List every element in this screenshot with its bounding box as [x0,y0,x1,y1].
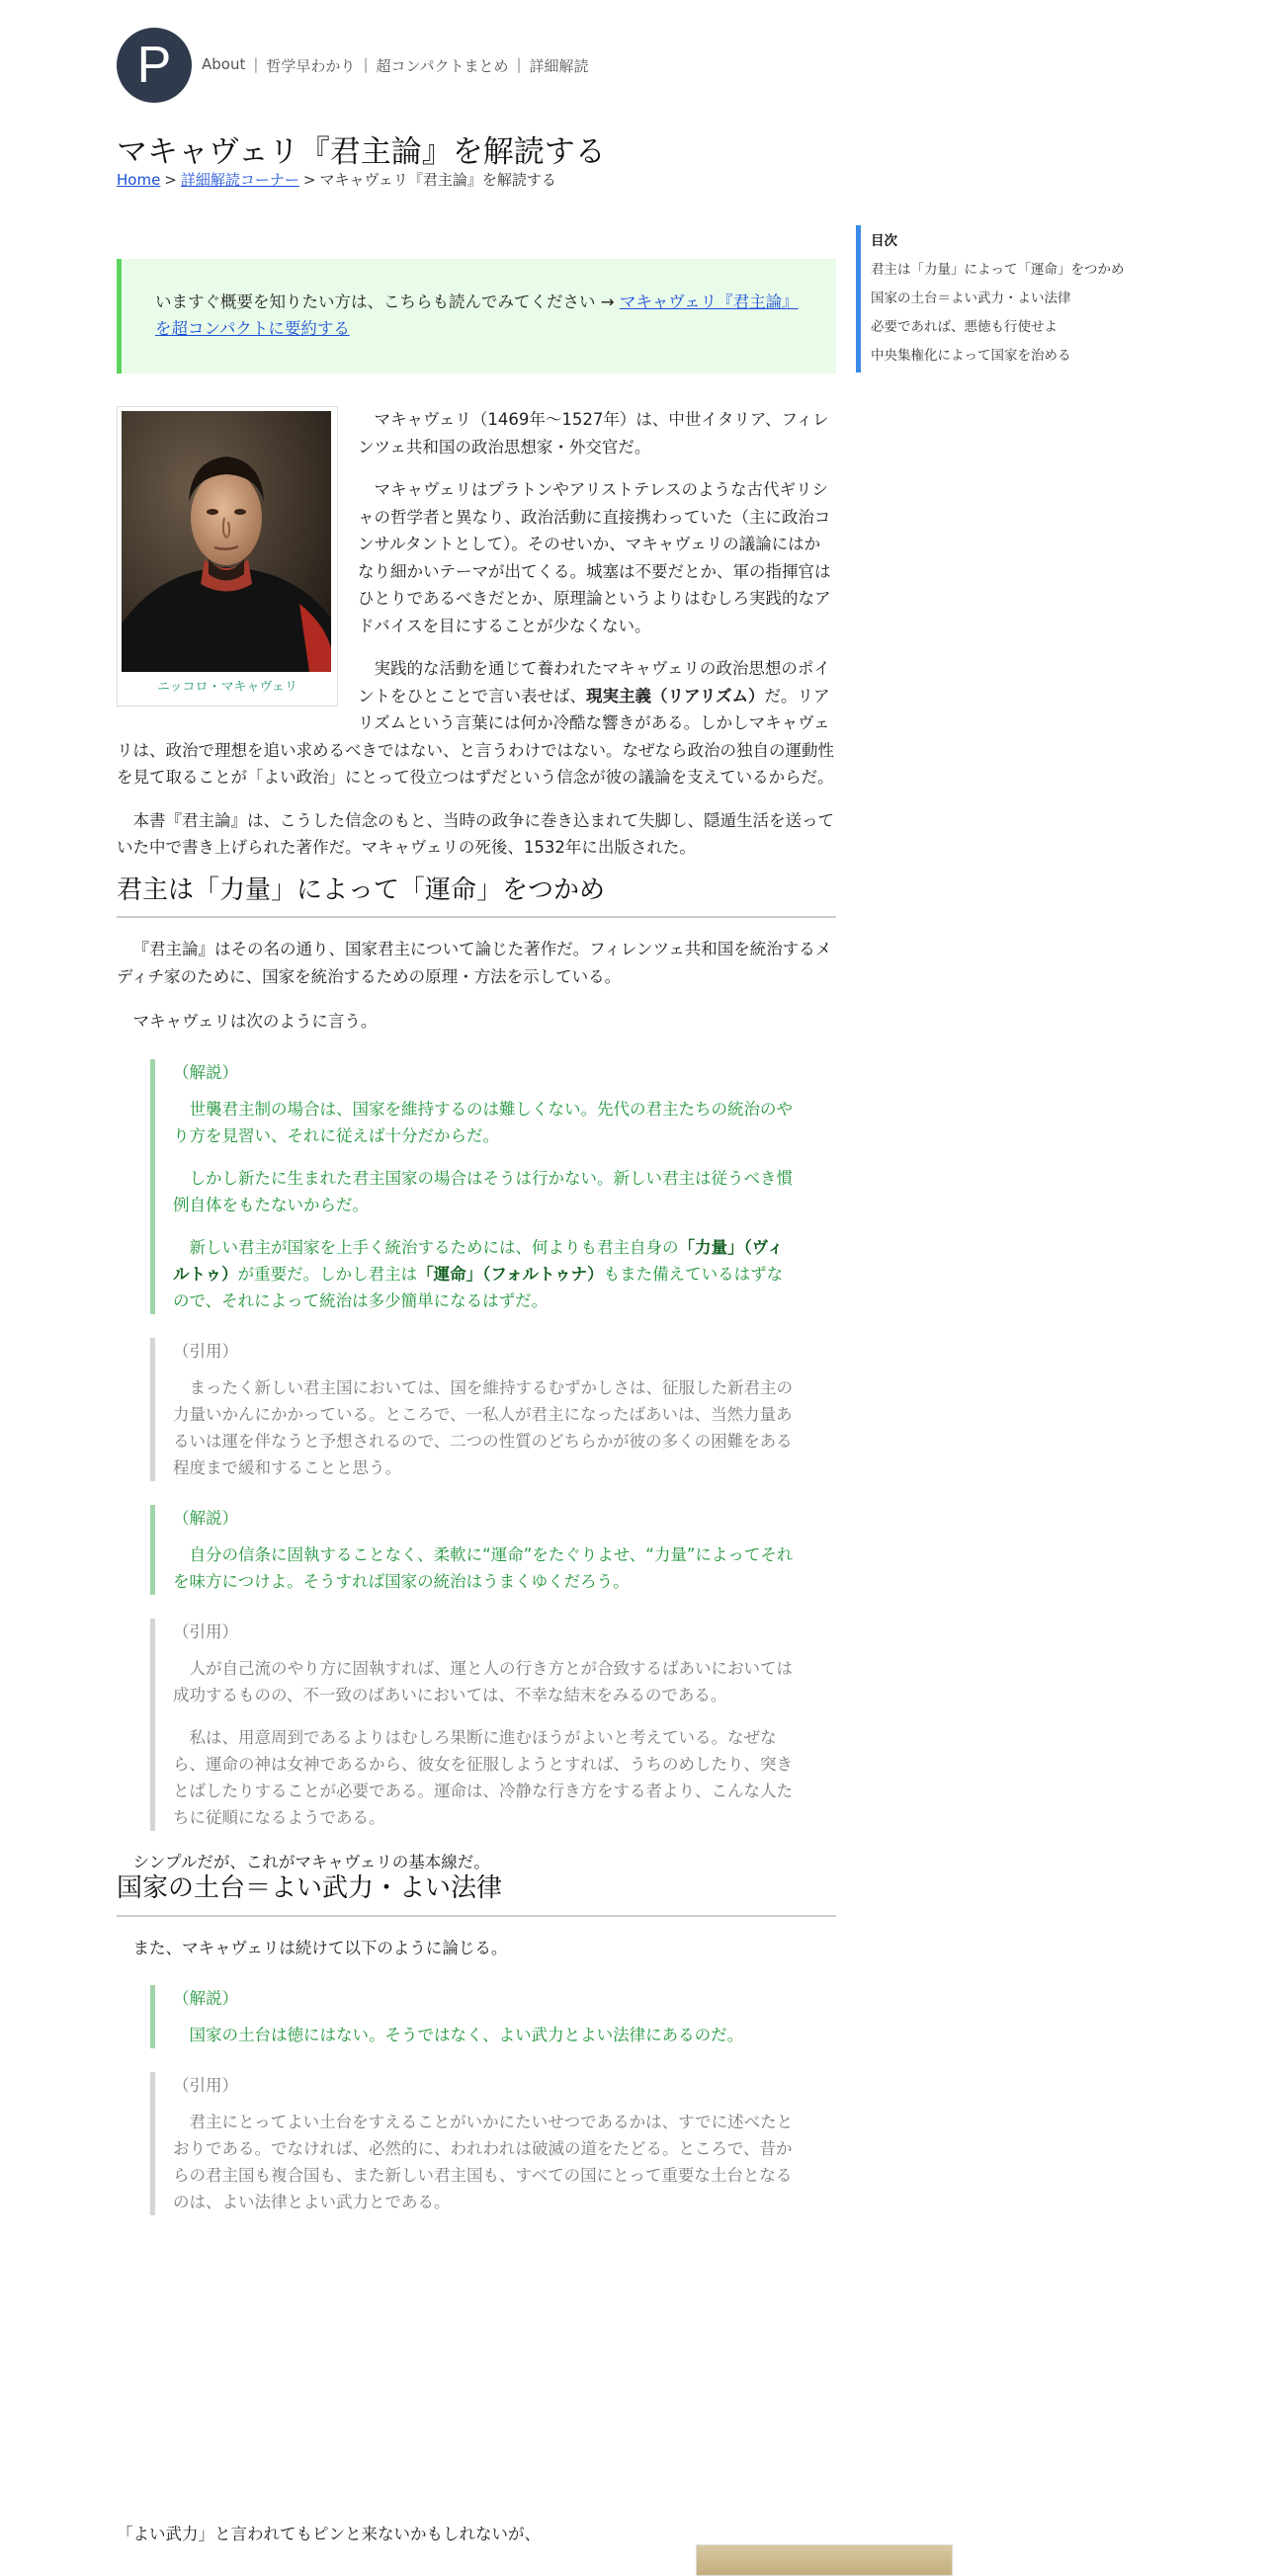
cutoff-text: 「よい武力」と言われてもピンと来ないかもしれないが、 [117,2525,541,2543]
explanation-paragraph: しかし新たに生まれた君主国家の場合はそうは行かない。新しい君主は従うべき慣例自体をもたないからだ。 [173,1168,793,1214]
explanation-label: （解説） [173,1062,238,1082]
toc-item[interactable]: 国家の土台＝よい武力・よい法律 [871,291,1071,306]
nav-compact-summary[interactable]: 超コンパクトまとめ [376,56,509,75]
intro-paragraph: マキャヴェリ（1469年～1527年）は、中世イタリア、フィレンツェ共和国の政治思想家・外交官だ。 [358,410,829,457]
article-main [117,259,836,2215]
section-heading: 君主は「力量」によって「運命」をつかめ [117,877,836,919]
breadcrumb-home-link[interactable]: Home [117,171,161,189]
quotation-paragraph: 君主にとってよい土台をすえることがいかにたいせつであるかは、すでに述べたとおりである。でなければ、必然的に、われわれは破滅の道をたどる。ところで、昔からの君主国も複合国も、また新しい君主国も、すべての国にとって重要な土台となるのは、よい法律とよい武力とである。 [173,2113,794,2211]
nav-separator: | [253,54,259,73]
intro-text: 実践的な活動を通じて養われたマキャヴェリの政治思想のポイントをひとことで言い表せば、 [358,659,830,706]
table-of-contents [856,225,1125,373]
quotation-block [150,1338,797,1481]
intro-paragraph: マキャヴェリはプラトンやアリストテレスのような古代ギリシャの哲学者と異なり、政治活動に直接携わっていた（主に政治コンサルタントとして）。そのせいか、マキャヴェリの議論にはかなり細かいテーマが出てくる。城塞は不要だとか、軍の指揮官はひとりであるべきだとか、原理論というよりはむしろ実践的なアドバイスを目にすることが少なくない。 [358,480,831,635]
explanation-paragraph [173,1234,797,1314]
breadcrumb-separator: > [164,171,177,189]
intro-section [117,406,836,862]
toc-item[interactable]: 中央集権化によって国家を治める [871,348,1071,364]
notice-text: いますぐ概要を知りたい方は、こちらも読んでみてください → [155,292,620,311]
nav-detailed-reading[interactable]: 詳細解読 [529,56,589,75]
toc-item[interactable]: 君主は「力量」によって「運命」をつかめ [871,262,1125,278]
body-paragraph: マキャヴェリは次のように言う。 [132,1012,378,1031]
explanation-block [150,1059,797,1314]
nav-separator: | [363,54,369,73]
toc-item[interactable]: 必要であれば、悪徳も行使せよ [871,319,1058,335]
virtu-keyword: 「力量」（ヴィルトゥ） [173,1237,784,1284]
explanation-label: （解説） [173,1508,238,1528]
quotation-label: （引用） [173,1341,238,1361]
quotation-paragraph: 私は、用意周到であるよりはむしろ果断に進むほうがよいと考えている。なぜなら、運命の神は女神であるから、彼女を征服しようとすれば、うちのめしたり、突きとばしたりすることが必要である。運命は、冷静な行き方をする者より、こんな人たちに従順になるようである。 [173,1727,793,1827]
realism-keyword: 現実主義（リアリズム） [586,686,765,706]
nav-about[interactable]: About [202,54,246,73]
explanation-paragraph: 国家の土台は徳にはない。そうではなく、よい武力とよい法律にあるのだ。 [189,2026,744,2044]
quotation-paragraph: まったく新しい君主国においては、国を維持するむずかしさは、征服した新君主の力量いかんにかかっている。ところで、一私人が君主になったばあいは、当然力量あるいは運を伴なうと予想されるので、二つの性質のどちらかが彼の多くの困難をある程度まで緩和することと思う。 [173,1377,793,1477]
explanation-text: が重要だ。しかし君主は [237,1264,418,1284]
nav-separator: | [516,54,522,73]
body-paragraph: シンプルだが、これがマキャヴェリの基本線だ。 [132,1852,490,1871]
explanation-paragraph: 自分の信条に固執することなく、柔軟に“運命”をたぐりよせ、“力量”によってそれを味方につけよ。そうすれば国家の統治はうまくゆくだろう。 [173,1544,794,1591]
summary-notice [117,259,836,374]
quotation-label: （引用） [173,1621,238,1641]
quotation-block [150,1619,797,1831]
body-paragraph: また、マキャヴェリは続けて以下のように論じる。 [132,1938,508,1957]
breadcrumb [117,169,556,190]
explanation-block [150,1985,797,2048]
page-title: マキャヴェリ『君主論』を解読する [117,134,606,170]
fortuna-keyword: 「運命」（フォルトゥナ） [417,1264,604,1284]
site-header [117,28,589,103]
site-logo[interactable]: P [117,28,192,103]
explanation-paragraph: 世襲君主制の場合は、国家を維持するのは難しくない。先代の君主たちの統治のやり方を見習い、それに従えば十分だからだ。 [173,1099,793,1145]
section-heading: 国家の土台＝よい武力・よい法律 [117,1875,836,1917]
nav-philosophy-quick[interactable]: 哲学早わかり [266,56,356,75]
body-paragraph: 『君主論』はその名の通り、国家君主について論じた著作だ。フィレンツェ共和国を統治するメディチ家のために、国家を統治するための原理・方法を示している。 [117,940,832,986]
breadcrumb-current: マキャヴェリ『君主論』を解読する [319,171,556,189]
quotation-label: （引用） [173,2076,238,2095]
machiavelli-portrait-image [122,411,331,672]
toc-title: 目次 [871,233,897,249]
notice-summary-link[interactable]: マキャヴェリ『君主論』を超コンパクトに要約する [155,292,799,338]
quotation-block [150,2072,797,2215]
intro-paragraph: 本書『君主論』は、こうした信念のもと、当時の政争に巻き込まれて失脚し、隠遁生活を送っていた中で書き上げられた著作だ。マキャヴェリの死後、1532年に出版された。 [117,810,834,857]
cutoff-paragraph [117,2521,836,2544]
explanation-block [150,1505,797,1595]
explanation-text: 新しい君主が国家を上手く統治するためには、何よりも君主自身の [189,1237,679,1257]
intro-text: だ。リアリズムという言葉には何か冷酷な響きがある。しかしマキャヴェリは、政治で理想を追い求めるべきではない、と言うわけではない。なぜなら政治の独自の運動性を見て取ることが「よい政治」にとって役立つはずだという信念が彼の議論を支えているからだ。 [117,686,834,787]
quotation-paragraph: 人が自己流のやり方に固執すれば、運と人の行き方とが合致するばあいにおいては成功するものの、不一致のばあいにおいては、不幸な結末をみるのである。 [173,1658,793,1704]
portrait-caption: ニッコロ・マキャヴェリ [157,680,297,695]
explanation-label: （解説） [173,1989,238,2008]
explanation-text: もまた備えているはずなので、それによって統治は多少簡単になるはずだ。 [173,1264,784,1310]
breadcrumb-separator: > [302,171,316,189]
top-nav [202,55,589,76]
cutoff-image [696,2544,953,2576]
portrait-figure [117,406,338,706]
breadcrumb-parent-link[interactable]: 詳細解読コーナー [180,171,299,189]
